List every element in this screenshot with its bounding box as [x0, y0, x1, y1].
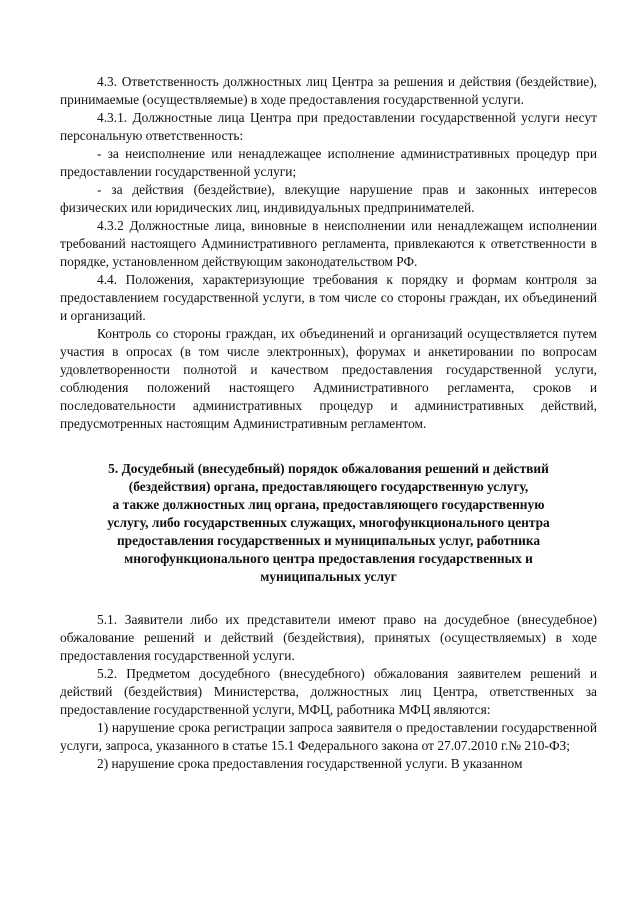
paragraph-5-1: 5.1. Заявители либо их представители имеют право на досудебное (внесудебное) обжалование решений и действий (бездействия), принятых (осуществляемых) в ходе предоставления государственной услуги.	[60, 612, 597, 663]
paragraph-item-nonperformance: - за неисполнение или ненадлежащее исполнение административных процедур при предоставлении государственной услуги;	[60, 146, 597, 179]
heading-line: 5. Досудебный (внесудебный) порядок обжалования решений и действий	[108, 461, 549, 476]
paragraph-item-1: 1) нарушение срока регистрации запроса заявителя о предоставлении государственной услуги, запроса, указанного в статье 15.1 Федерального закона от 27.07.2010 г.№ 210-ФЗ;	[60, 720, 597, 753]
bottom-paragraphs	[60, 611, 597, 773]
paragraph-4-3-2: 4.3.2 Должностные лица, виновные в неисполнении или ненадлежащем исполнении требований настоящего Административного регламента, привлекаются к ответственности в порядке, установленном действующим законодательством РФ.	[60, 218, 597, 269]
top-paragraphs	[60, 73, 597, 433]
heading-line: многофункционального центра предоставления государственных и	[124, 551, 533, 566]
paragraph-5-2: 5.2. Предметом досудебного (внесудебного) обжалования заявителем решений и действий (бездействия) Министерства, должностных лиц Центра, ответственных за предоставление государственной услуги, МФЦ, работника МФЦ являются:	[60, 666, 597, 717]
paragraph-4-3-1: 4.3.1. Должностные лица Центра при предоставлении государственной услуги несут персональную ответственность:	[60, 110, 597, 143]
heading-line: (бездействия) органа, предоставляющего государственную услугу,	[128, 479, 529, 494]
paragraph-item-actions: - за действия (бездействие), влекущие нарушение прав и законных интересов физических или юридических лиц, индивидуальных предпринимателей.	[60, 182, 597, 215]
heading-line: предоставления государственных и муниципальных услуг, работника	[116, 533, 541, 548]
heading-line: услугу, либо государственных служащих, многофункционального центра	[107, 515, 550, 530]
paragraph-4-3: 4.3. Ответственность должностных лиц Центра за решения и действия (бездействие), принимаемые (осуществляемые) в ходе предоставления государственной услуги.	[60, 74, 597, 107]
heading-line: муниципальных услуг	[260, 569, 397, 584]
paragraph-item-2: 2) нарушение срока предоставления государственной услуги. В указанном	[97, 756, 523, 771]
heading-line: а также должностных лиц органа, предоставляющего государственную	[112, 497, 545, 512]
paragraph-citizen-control: Контроль со стороны граждан, их объединений и организаций осуществляется путем участия в опросах (в том числе электронных), форумах и анкетировании по вопросам удовлетворенности полнотой и качеством предоставления государственной услуги, соблюдения положений настоящего Административного регламента, сроков и последовательности административных процедур и административных действий, предусмотренных настоящим Административным регламентом.	[60, 326, 597, 431]
section-5-heading	[60, 460, 597, 586]
paragraph-4-4: 4.4. Положения, характеризующие требования к порядку и формам контроля за предоставлением государственной услуги, в том числе со стороны граждан, их объединений и организаций.	[60, 272, 597, 323]
